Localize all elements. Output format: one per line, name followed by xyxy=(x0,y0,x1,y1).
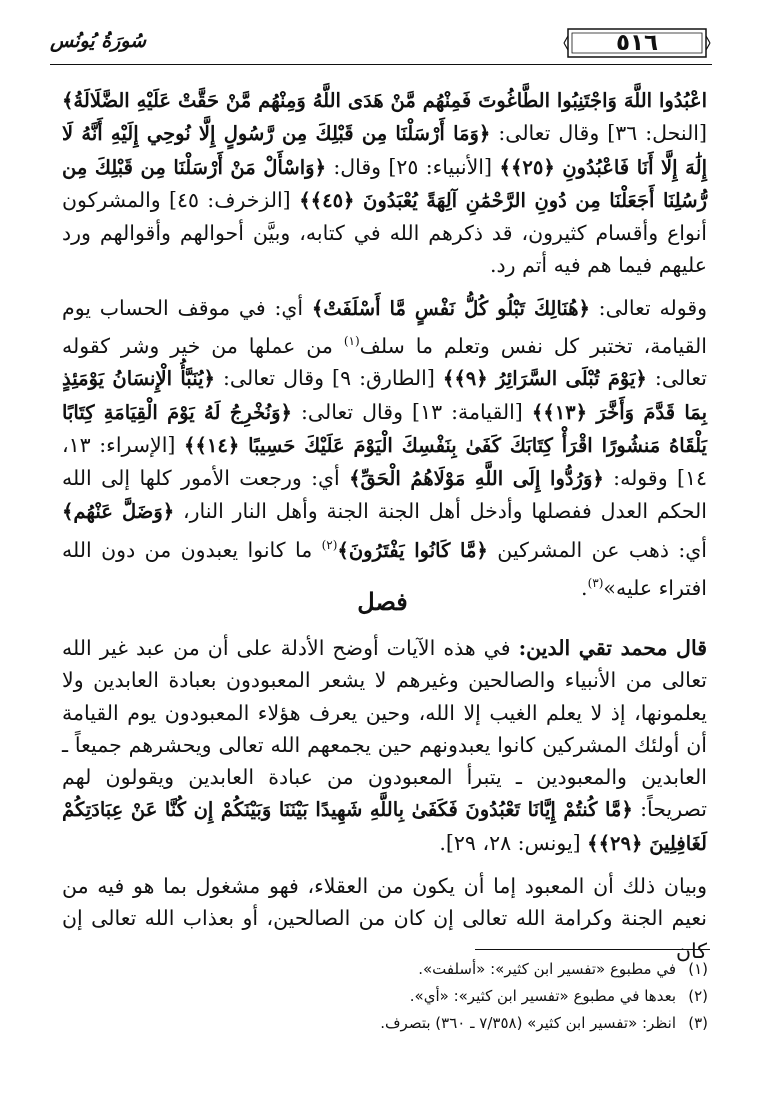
body-text: [الزخرف: ٤٥] والمشركون أنواع وأقسام كثيرون، قد ذكرهم الله في كتابه، وبيَّن أحوالهم وأقوالهم ورد عليهم فيما هم فيه أتم رد. xyxy=(62,187,707,278)
footnotes xyxy=(262,956,708,1037)
paragraph-quran-citations xyxy=(62,84,707,282)
quran-verse: ﴿وَاسْأَلْ مَنْ أَرْسَلْنَا مِن قَبْلِكَ مِن رُّسُلِنَا أَجَعَلْنَا مِن دُونِ الرَّحْمَٰنِ آلِهَةً يُعْبَدُونَ ﴿٤٥﴾﴾ xyxy=(62,155,708,212)
paragraph-tafsir xyxy=(62,292,707,604)
footnote-ref: (٢) xyxy=(321,537,338,552)
author-name: قال محمد تقي الدين: xyxy=(518,636,708,660)
body-text: في هذه الآيات أوضح الأدلة على أن من عبد غير الله تعالى من الأنبياء والصالحين وغيرهم لا يشعر المعبودون بعبادة العابدين ولا يعلمونها، إذ لا يعلم الغيب إلا الله، وحين يعرف هؤلاء المعبودون يوم القيامة أن أولئك المشركين كانوا يعبدونهم حين يجمعهم الله تعالى ويحشرهم جميعاً ـ العابدين والمعبودين ـ يتبرأ المعبودون من عبادة العابدين ويقولون لهم تصريحاً: xyxy=(62,636,707,822)
quran-verse: اعْبُدُوا اللَّهَ وَاجْتَنِبُوا الطَّاغُوتَ فَمِنْهُم مَّنْ هَدَى اللَّهُ وَمِنْهُم مَّنْ حَقَّتْ عَلَيْهِ الضَّلَالَةُ﴾ xyxy=(62,89,707,112)
body-text: أي: ذهب عن المشركين xyxy=(487,537,708,562)
footnote-1 xyxy=(262,956,708,983)
body-text: وقوله تعالى: xyxy=(589,295,708,320)
main-text-bottom xyxy=(62,632,707,967)
header-rule xyxy=(50,64,712,65)
page-number: ٥١٦ xyxy=(615,30,659,56)
body-text: [يونس: ٢٨، ٢٩]. xyxy=(439,830,588,855)
main-text-top xyxy=(62,84,707,604)
quran-verse: ﴿وَمَا أَرْسَلْنَا مِن قَبْلِكَ مِن رَّسُولٍ إِلَّا نُوحِي إِلَيْهِ أَنَّهُ لَا إِلَٰهَ إِلَّا أَنَا فَاعْبُدُونِ ﴿٢٥﴾﴾ xyxy=(62,122,707,179)
quran-verse: ﴿وَنُخْرِجُ لَهُ يَوْمَ الْقِيَامَةِ كِتَابًا يَلْقَاهُ مَنشُورًا اقْرَأْ كِتَابَكَ كَفَىٰ بِنَفْسِكَ الْيَوْمَ عَلَيْكَ حَسِيبًا ﴿١٤﴾﴾ xyxy=(62,400,707,457)
footnote-2 xyxy=(262,983,708,1010)
body-text: من عملها من خير وشر كقوله تعالى: xyxy=(62,333,707,391)
quran-verse: ﴿مَّا كَانُوا يَفْتَرُونَ﴾ xyxy=(337,538,488,562)
footnote-3 xyxy=(262,1010,708,1037)
quran-verse: ﴿وَضَلَّ عَنْهُم﴾ xyxy=(62,500,175,524)
quran-verse: ﴿هُنَالِكَ تَبْلُو كُلُّ نَفْسٍ مَّا أَسْلَفَتْ﴾ xyxy=(311,296,590,320)
footnote-text: انظر: «تفسير ابن كثير» (٧/٣٥٨ ـ ٣٦٠) بتصرف. xyxy=(380,1014,676,1032)
quran-verse: ﴿يَوْمَ تُبْلَى السَّرَائِرُ ﴿٩﴾﴾ xyxy=(442,367,647,391)
body-text: ما كانوا يعبدون من دون الله افتراء عليه» xyxy=(62,537,707,600)
footnote-number: (٣) xyxy=(688,1014,708,1032)
footnote-text: بعدها في مطبوع «تفسير ابن كثير»: «أي». xyxy=(409,987,676,1005)
body-text: [الإسراء: ١٣، ١٤] وقوله: xyxy=(62,432,707,491)
quran-verse: ﴿مَّا كُنتُمْ إِيَّانَا تَعْبُدُونَ فَكَفَىٰ بِاللَّهِ شَهِيدًا بَيْنَنَا وَبَيْنَكُمْ إِن كُنَّا عَنْ عِبَادَتِكُمْ لَغَافِلِينَ ﴿٢٩﴾﴾ xyxy=(62,798,707,855)
quran-verse: ﴿وَرُدُّوا إِلَى اللَّهِ مَوْلَاهُمُ الْحَقِّ﴾ xyxy=(349,467,604,491)
body-text: [الأنبياء: ٢٥] وقال: xyxy=(326,154,492,179)
footnote-ref: (٣) xyxy=(587,575,604,590)
page-header xyxy=(50,24,712,76)
page-number-frame xyxy=(562,26,712,60)
footnote-number: (٢) xyxy=(688,987,708,1005)
quran-verse: ﴿يُنَبَّأُ الْإِنسَانُ يَوْمَئِذٍ بِمَا قَدَّمَ وَأَخَّرَ ﴿١٣﴾﴾ xyxy=(62,367,708,424)
surah-name: سُورَةُ يُونُس xyxy=(50,30,147,52)
body-text: [النحل: ٣٦] وقال تعالى: xyxy=(490,121,708,146)
footnote-number: (١) xyxy=(688,960,708,978)
body-text: وبيان ذلك أن المعبود إما أن يكون من العقلاء، فهو مشغول بما هو فيه من نعيم الجنة وكرامة الله تعالى إن كان من الصالحين، أو بعذاب الله تعالى إن كان xyxy=(62,874,707,963)
body-text: أي: ورجعت الأمور كلها إلى الله الحكم العدل ففصلها وأدخل أهل الجنة الجنة وأهل النار النار، xyxy=(62,466,707,524)
footnote-separator xyxy=(475,949,710,950)
paragraph-explanation xyxy=(62,870,707,967)
section-heading: فصل xyxy=(357,587,408,616)
body-text: أي: في موقف الحساب يوم القيامة، تختبر كل نفس وتعلم ما سلف xyxy=(62,295,707,358)
footnote-text: في مطبوع «تفسير ابن كثير»: «أسلفت». xyxy=(418,960,676,978)
body-text: [الطارق: ٩] وقال تعالى: xyxy=(214,366,443,391)
body-text: . xyxy=(581,575,588,600)
footnote-ref: (١) xyxy=(343,334,360,349)
paragraph-commentary xyxy=(62,632,707,860)
body-text: [القيامة: ١٣] وقال تعالى: xyxy=(291,399,532,424)
